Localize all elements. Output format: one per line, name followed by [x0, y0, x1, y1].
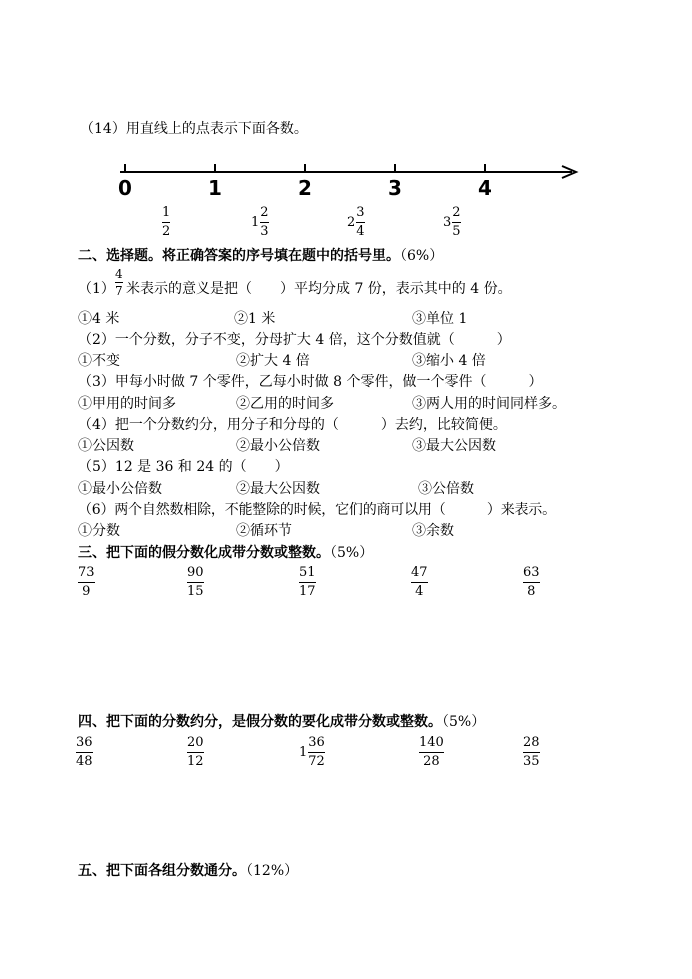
- section2-heading: 二、选择题。将正确答案的序号填在题中的括号里。（6%）: [78, 248, 444, 264]
- section2-q2-option-1: ①不变: [78, 353, 120, 369]
- tick-label-0: 0: [118, 176, 132, 200]
- numline-fraction-4: 3 $\frac{2}{5}$: [443, 205, 461, 239]
- section4-heading: 四、把下面的分数约分，是假分数的要化成带分数或整数。（5%）: [78, 714, 486, 730]
- section2-q6-option-2: ②循环节: [236, 523, 292, 539]
- number-line: [0, 0, 692, 200]
- section2-q6-option-1: ①分数: [78, 523, 120, 539]
- numline-fraction-3: 2 $\frac{3}{4}$: [347, 205, 365, 239]
- section2-q1-option-3: ③单位 1: [412, 311, 468, 327]
- tick-label-3: 3: [388, 176, 402, 200]
- section2-q1: （1）: [78, 281, 115, 297]
- section4-fraction: 140 28: [419, 735, 444, 769]
- section5-heading: 五、把下面各组分数通分。（12%）: [78, 863, 299, 879]
- q14-title: （14）用直线上的点表示下面各数。: [80, 121, 308, 137]
- section3-fraction: 51 17: [299, 565, 316, 599]
- section2-q1-option-1: ①4 米: [78, 311, 120, 327]
- tick-label-1: 1: [208, 176, 222, 200]
- section2-q5-option-2: ②最大公因数: [236, 481, 320, 497]
- section4-fraction: 20 12: [187, 735, 204, 769]
- section2-q2: （2）一个分数，分子不变，分母扩大 4 倍，这个分数值就（ ）: [78, 332, 511, 348]
- section2-q1-option-2: ②1 米: [234, 311, 276, 327]
- section4-fraction: 1 $\frac{36}{72}$: [299, 735, 325, 769]
- section2-q4-option-1: ①公因数: [78, 438, 134, 454]
- section2-q1-fraction: 4 7: [115, 267, 123, 298]
- section2-q5: （5）12 是 36 和 24 的（ ）: [78, 459, 289, 475]
- section3-fraction: 63 8: [523, 565, 540, 599]
- section4-fraction: 36 48: [76, 735, 93, 769]
- section2-q5-option-1: ①最小公倍数: [78, 481, 162, 497]
- numline-fraction-2: 1 $\frac{2}{3}$: [251, 205, 269, 239]
- section2-q2-option-3: ③缩小 4 倍: [412, 353, 486, 369]
- tick-label-4: 4: [478, 176, 492, 200]
- tick-label-2: 2: [298, 176, 312, 200]
- section2-q5-option-3: ③公倍数: [418, 481, 474, 497]
- section2-q6: （6）两个自然数相除，不能整除的时候，它们的商可以用（ ）来表示。: [78, 502, 556, 518]
- section2-q4-option-3: ③最大公因数: [412, 438, 496, 454]
- section3-fraction: 90 15: [187, 565, 204, 599]
- section2-q4-option-2: ②最小公倍数: [236, 438, 320, 454]
- numline-fraction-1: 1 2: [162, 205, 171, 239]
- section2-q2-option-2: ②扩大 4 倍: [236, 353, 310, 369]
- section3-fraction: 73 9: [78, 565, 95, 599]
- section3-fraction: 47 4: [411, 565, 428, 599]
- section2-q1-text: 米表示的意义是把（ ）平均分成 7 份，表示其中的 4 份。: [126, 281, 512, 297]
- section2-q3-option-2: ②乙用的时间多: [236, 396, 334, 412]
- section2-q6-option-3: ③余数: [412, 523, 454, 539]
- section2-q3: （3）甲每小时做 7 个零件，乙每小时做 8 个零件，做一个零件（ ）: [78, 374, 543, 390]
- section2-q4: （4）把一个分数约分，用分子和分母的（ ）去约，比较简便。: [78, 417, 507, 433]
- section2-q3-option-1: ①甲用的时间多: [78, 396, 176, 412]
- section4-fraction: 28 35: [523, 735, 540, 769]
- section2-q3-option-3: ③两人用的时间同样多。: [412, 396, 566, 412]
- section3-heading: 三、把下面的假分数化成带分数或整数。（5%）: [78, 545, 374, 561]
